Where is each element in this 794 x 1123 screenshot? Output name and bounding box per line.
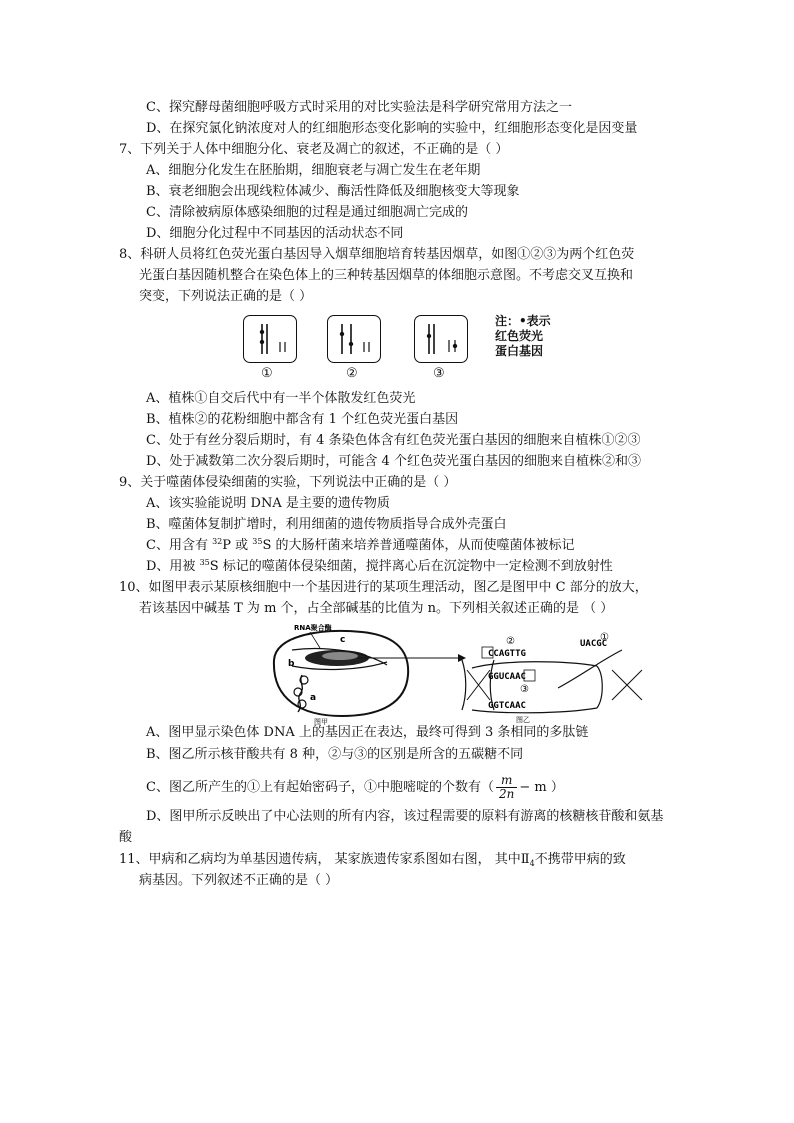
fig8-note — [495, 314, 551, 359]
caption-yi: 图乙 — [516, 716, 530, 724]
q10c-text-2: − m ） — [519, 780, 564, 795]
fig8-caption-2: ② — [346, 366, 358, 381]
q9-stem: 9、关于噬菌体侵染细菌的实验，下列说法中正确的是（ ） — [119, 475, 457, 490]
q8-stem-3: 突变，下列说法正确的是（ ） — [139, 289, 313, 304]
mark-2: ② — [506, 636, 515, 647]
q7-option-c: C、清除被病原体感染细胞的过程是通过细胞凋亡完成的 — [146, 205, 468, 220]
mark-3: ③ — [520, 684, 529, 695]
cell-jia — [274, 623, 408, 726]
q10-option-a: A、图甲显示染色体 DNA 上的基因正在表达，最终可得到 3 条相同的多肽链 — [146, 725, 589, 740]
q8-option-c: C、处于有丝分裂后期时，有 4 条染色体含有红色荧光蛋白基因的细胞来自植株①②③ — [146, 433, 641, 448]
q10-option-b: B、图乙所示核苷酸共有 8 种，②与③的区别是所含的五碳糖不同 — [146, 747, 524, 762]
q10-option-d-2: 酸 — [119, 830, 133, 845]
q10c-numerator: m — [496, 774, 517, 788]
q8-option-a: A、植株①自交后代中有一半个体散发红色荧光 — [146, 391, 416, 406]
q7-option-d: D、细胞分化过程中不同基因的活动状态不同 — [146, 226, 404, 241]
seq-mid: GGUCAAC — [488, 672, 526, 682]
panel-yi — [462, 632, 642, 724]
q10c-denominator: 2n — [498, 787, 515, 801]
fig8-caption-1: ① — [261, 366, 273, 381]
q8-option-d: D、处于减数第二次分裂后期时，可能含 4 个红色荧光蛋白基因的细胞来自植株②和③ — [146, 454, 641, 469]
q8-stem-1: 8、科研人员将红色荧光蛋白基因导入烟草细胞培育转基因烟草，如图①②③为两个红色荧 — [119, 247, 635, 262]
q9d-text-1: D、用被 — [146, 559, 200, 574]
q6-option-d: D、在探究氯化钠浓度对人的红细胞形态变化影响的实验中，红细胞形态变化是因变量 — [146, 121, 638, 136]
q7-option-a: A、细胞分化发生在胚胎期，细胞衰老与凋亡发生在老年期 — [146, 163, 481, 178]
q11-text-2: 不携带甲病的致 — [534, 852, 626, 867]
label-a: a — [310, 693, 317, 703]
q11-sub: 4 — [529, 859, 535, 868]
rna-polymerase-label: RNA聚合酶 — [294, 624, 332, 632]
q10-stem-2: 若该基因中碱基 T 为 m 个，占全部碱基的比值为 n。下列相关叙述正确的是 （ ） — [139, 601, 614, 616]
q10-option-c — [146, 772, 564, 804]
q9c-text-3: S 的大肠杆菌来培养普通噬菌体，从而使噬菌体被标记 — [262, 538, 575, 553]
q11-text-1: 11、甲病和乙病均为单基因遗传病， 某家族遗传家系图如右图， 其中Ⅱ — [119, 852, 530, 867]
q9-option-a: A、该实验能说明 DNA 是主要的遗传物质 — [146, 496, 390, 511]
cell-box-3 — [414, 315, 468, 363]
seq-right: UACGC — [580, 639, 608, 649]
q9-option-b: B、噬菌体复制扩增时，利用细菌的遗传物质指导合成外壳蛋白 — [146, 517, 507, 532]
q10-stem-1: 10、如图甲表示某原核细胞中一个基因进行的某项生理活动，图乙是图甲中 C 部分的放大， — [119, 580, 648, 595]
q9-option-d — [146, 558, 613, 576]
q10c-text-1: C、图乙所产生的①上有起始密码子，①中胞嘧啶的个数有（ — [146, 780, 494, 795]
q11-stem-2: 病基因。下列叙述不正确的是（ ） — [139, 873, 339, 888]
q9d-sup: 35 — [199, 558, 210, 567]
q8-option-b: B、植株②的花粉细胞中都含有 1 个红色荧光蛋白基因 — [146, 412, 459, 427]
fig10-diagram — [262, 620, 682, 726]
q6-option-c: C、探究酵母菌细胞呼吸方式时采用的对比实验法是科学研究常用方法之一 — [146, 100, 572, 115]
seq-top: CCAGTTG — [488, 649, 526, 659]
q10c-fraction — [496, 774, 517, 801]
fig8-caption-3: ③ — [433, 366, 445, 381]
q9d-text-2: S 标记的噬菌体侵染细菌，搅拌离心后在沉淀物中一定检测不到放射性 — [209, 559, 613, 574]
q11-stem-1 — [119, 851, 626, 869]
q7-stem: 7、下列关于人体中细胞分化、衰老及凋亡的叙述，不正确的是（ ） — [119, 142, 509, 157]
chromosome-diagram-3 — [415, 316, 467, 362]
q9c-text-1: C、用含有 — [146, 538, 213, 553]
label-b: b — [288, 659, 295, 669]
q9c-sup-1: 32 — [212, 537, 223, 546]
q9-option-c — [146, 537, 575, 555]
cell-box-2 — [327, 315, 381, 363]
mark-1: ① — [600, 632, 609, 643]
caption-jia: 图甲 — [314, 718, 328, 726]
q7-option-b: B、衰老细胞会出现线粒体减少、酶活性降低及细胞核变大等现象 — [146, 184, 520, 199]
q10-option-d-1: D、图甲所示反映出了中心法则的所有内容，该过程需要的原料有游离的核糖核苷酸和氨基 — [146, 809, 664, 824]
chromosome-diagram-2 — [328, 316, 380, 362]
label-c: c — [340, 635, 346, 645]
cell-box-1 — [243, 315, 297, 363]
fig8-note-line-2: 红色荧光 — [495, 329, 544, 343]
seq-bot: GGTCAAC — [488, 701, 526, 711]
q8-stem-2: 光蛋白基因随机整合在染色体上的三种转基因烟草的体细胞示意图。不考虑交叉互换和 — [139, 268, 634, 283]
q9c-text-2: P 或 — [222, 538, 253, 553]
chromosome-diagram-1 — [244, 316, 296, 362]
q9c-sup-2: 35 — [252, 537, 263, 546]
fig8-note-line-3: 蛋白基因 — [495, 344, 544, 358]
fig8-note-line-1: 注：•表示 — [495, 314, 551, 328]
